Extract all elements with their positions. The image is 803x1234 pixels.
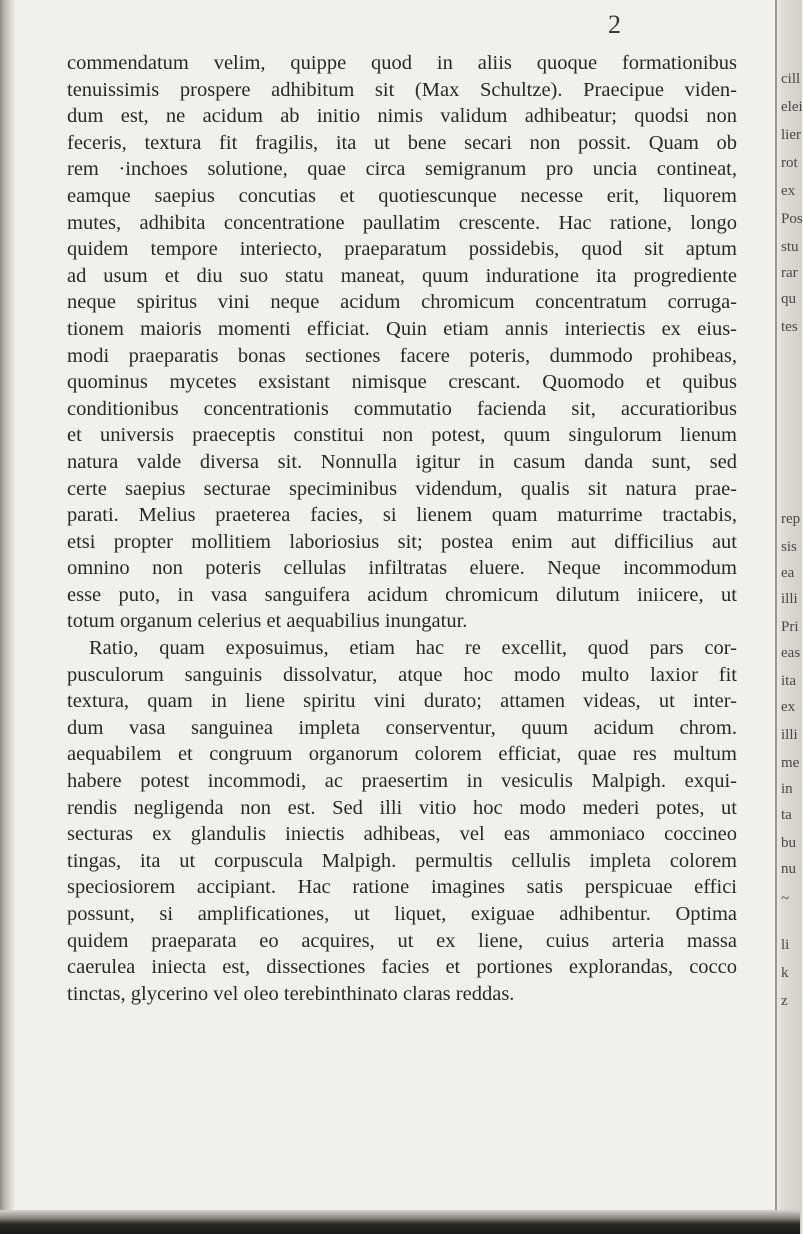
text-line: quidem praeparata eo acquires, ut ex liene, cuius arteria massa [67, 929, 737, 952]
facing-page-fragment: eas [781, 645, 801, 661]
facing-page-fragment: illi [781, 727, 798, 743]
facing-page-fragment: z [781, 993, 788, 1009]
text-line: modi praeparatis bonas sectiones facere poteris, dummodo prohibeas, [67, 344, 737, 367]
text-line: natura valde diversa sit. Nonnulla igitur in casum danda sunt, sed [67, 450, 737, 473]
text-line: caerulea iniecta est, dissectiones facies et portiones explorandas, cocco [67, 956, 737, 979]
text-line: quominus mycetes exsistant nimisque crescant. Quomodo et quibus [67, 371, 737, 394]
text-line: possunt, si amplificationes, ut liquet, exiguae adhibentur. Optima [67, 903, 737, 925]
text-line: habere potest incommodi, ac praesertim in vesiculis Malpigh. exqui- [67, 770, 737, 793]
text-line: parati. Melius praeterea facies, si lienem quam maturrime tractabis, [67, 504, 737, 527]
text-line: tenuissimis prospere adhibitum sit (Max Schultze). Praecipue viden- [67, 78, 737, 101]
text-line: eamque saepius concutias et quotiescunque necesse erit, liquorem [67, 184, 737, 207]
text-line: aequabilem et congruum organorum colorem efficiat, quae res multum [67, 743, 737, 766]
text-line: dum vasa sanguinea impleta conserventur, quum acidum chrom. [67, 716, 737, 739]
text-line: commendatum velim, quippe quod in aliis quoque formationibus [67, 52, 737, 74]
text-line: textura, quam in liene spiritu vini durato; attamen videas, ut inter- [67, 690, 737, 713]
binding-shadow [0, 0, 16, 1234]
text-line: quidem tempore interiecto, praeparatum possidebis, quod sit aptum [67, 238, 737, 261]
page-bottom-edge [0, 1210, 800, 1234]
text-line: rendis negligenda non est. Sed illi vitio hoc modo mederi potes, ut [67, 796, 737, 819]
facing-page-fragment: ta [781, 807, 792, 823]
facing-page-fragment: ea [781, 565, 795, 581]
text-line: et universis praeceptis constitui non potest, quum singulorum lienum [67, 424, 737, 447]
text-line: rem ·inchoes solutione, quae circa semigranum pro uncia contineat, [67, 158, 737, 181]
paragraph-2 [67, 635, 737, 1007]
facing-page-fragment: ~ [781, 891, 790, 907]
text-line: conditionibus concentrationis commutatio facienda sit, accuratioribus [67, 397, 737, 420]
facing-page-fragment: in [781, 781, 793, 797]
facing-page-fragment: qu [781, 291, 796, 307]
facing-page-fragment: tes [781, 319, 798, 335]
facing-page-fragment: cill [781, 71, 801, 87]
text-line: certe saepius secturae speciminibus videndum, qualis sit natura prae- [67, 477, 737, 500]
text-line: pusculorum sanguinis dissolvatur, atque hoc modo multo laxior fit [67, 663, 737, 686]
text-line: feceris, textura fit fragilis, ita ut bene secari non possit. Quam ob [67, 131, 737, 154]
text-line: esse puto, in vasa sanguifera acidum chromicum dilutum iniicere, ut [67, 583, 737, 606]
text-line: ad usum et diu suo statu maneat, quum induratione ita progrediente [67, 264, 737, 287]
facing-page-edge [775, 0, 802, 1234]
facing-page-fragment: ex [781, 699, 796, 715]
text-line: tionem maioris momenti efficiat. Quin etiam annis interiectis ex eius- [67, 317, 737, 340]
facing-page-fragment: ita [781, 673, 796, 689]
facing-page-fragment: nu [781, 861, 796, 877]
text-line: tinctas, glycerino vel oleo terebinthinato claras reddas. [67, 982, 515, 1005]
facing-page-fragment: elei [781, 99, 803, 115]
facing-page-fragment: rep [781, 511, 801, 527]
facing-page-fragment: me [781, 755, 800, 771]
body-text [67, 50, 737, 1007]
text-line: mutes, adhibita concentratione paullatim crescente. Hac ratione, longo [67, 211, 737, 234]
facing-page-fragment: ex [781, 183, 796, 199]
facing-page-fragment: bu [781, 835, 796, 851]
text-line: omnino non poteris cellulas infiltratas eluere. Neque incommodum [67, 557, 737, 580]
facing-page-fragment: rot [781, 155, 798, 171]
text-line: totum organum celerius et aequabilius inungatur. [67, 610, 468, 633]
facing-page-fragment: sis [781, 539, 797, 555]
text-line: speciosiorem accipiant. Hac ratione imagines satis perspicuae effici [67, 876, 737, 899]
facing-page-fragment: li [781, 937, 790, 953]
text-line: secturas ex glandulis iniectis adhibeas, vel eas ammoniaco coccineo [67, 823, 737, 846]
facing-page-fragment: stu [781, 239, 799, 255]
facing-page-fragment: illi [781, 591, 798, 607]
facing-page-fragment: lier [781, 127, 801, 143]
paragraph-1 [67, 50, 737, 635]
text-line: tingas, ita ut corpuscula Malpigh. permultis cellulis impleta colorem [67, 849, 737, 872]
page-number: 2 [608, 10, 621, 39]
facing-page-fragment: rar [781, 265, 798, 281]
facing-page-fragment: Pos [781, 211, 803, 227]
facing-page-fragment: Pri [781, 619, 799, 635]
facing-page-fragment: k [781, 965, 789, 981]
text-line: dum est, ne acidum ab initio nimis validum adhibeatur; quodsi non [67, 105, 737, 128]
text-line: Ratio, quam exposuimus, etiam hac re excellit, quod pars cor- [89, 637, 737, 660]
text-line: neque spiritus vini neque acidum chromicum concentratum corruga- [67, 291, 737, 314]
text-line: etsi propter mollitiem laboriosius sit; postea enim aut difficilius aut [67, 530, 737, 553]
